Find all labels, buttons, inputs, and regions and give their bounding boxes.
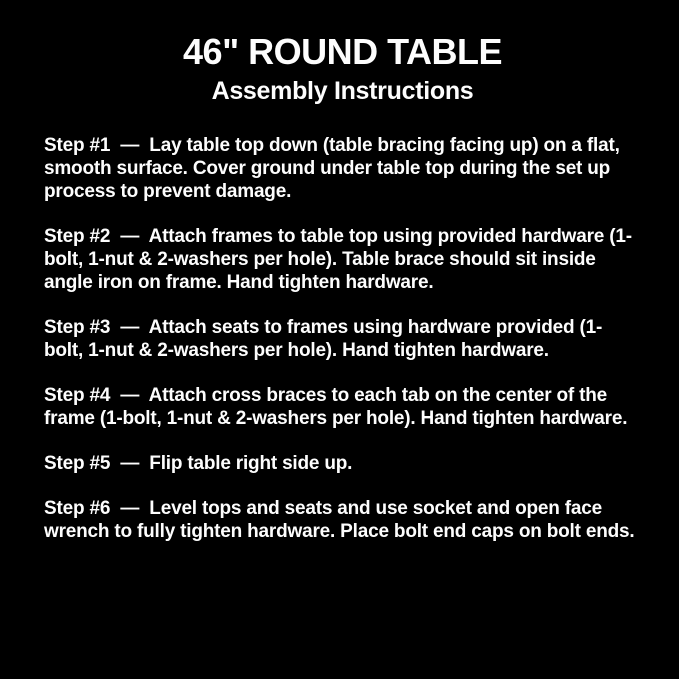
steps-list [44, 134, 641, 543]
step-item-6: Step #6 — Level tops and seats and use socket and open face wrench to fully tighten hardware. Place bolt end caps on bolt ends. [44, 498, 635, 542]
step-item-2: Step #2 — Attach frames to table top using provided hardware (1-bolt, 1-nut & 2-washers per hole). Table brace should sit inside angle iron on frame. Hand tighten hardware. [44, 226, 632, 293]
page-subtitle: Assembly Instructions [211, 77, 474, 105]
step-item-5: Step #5 — Flip table right side up. [44, 453, 353, 474]
step-item-4: Step #4 — Attach cross braces to each tab on the center of the frame (1-bolt, 1-nut & 2-washers per hole). Hand tighten hardware. [44, 385, 628, 429]
step-item-3: Step #3 — Attach seats to frames using hardware provided (1-bolt, 1-nut & 2-washers per hole). Hand tighten hardware. [44, 317, 603, 361]
page-title: 46" ROUND TABLE [183, 31, 502, 72]
step-item-1: Step #1 — Lay table top down (table bracing facing up) on a flat, smooth surface. Cover ground under table top during the set up process to prevent damage. [44, 135, 625, 202]
